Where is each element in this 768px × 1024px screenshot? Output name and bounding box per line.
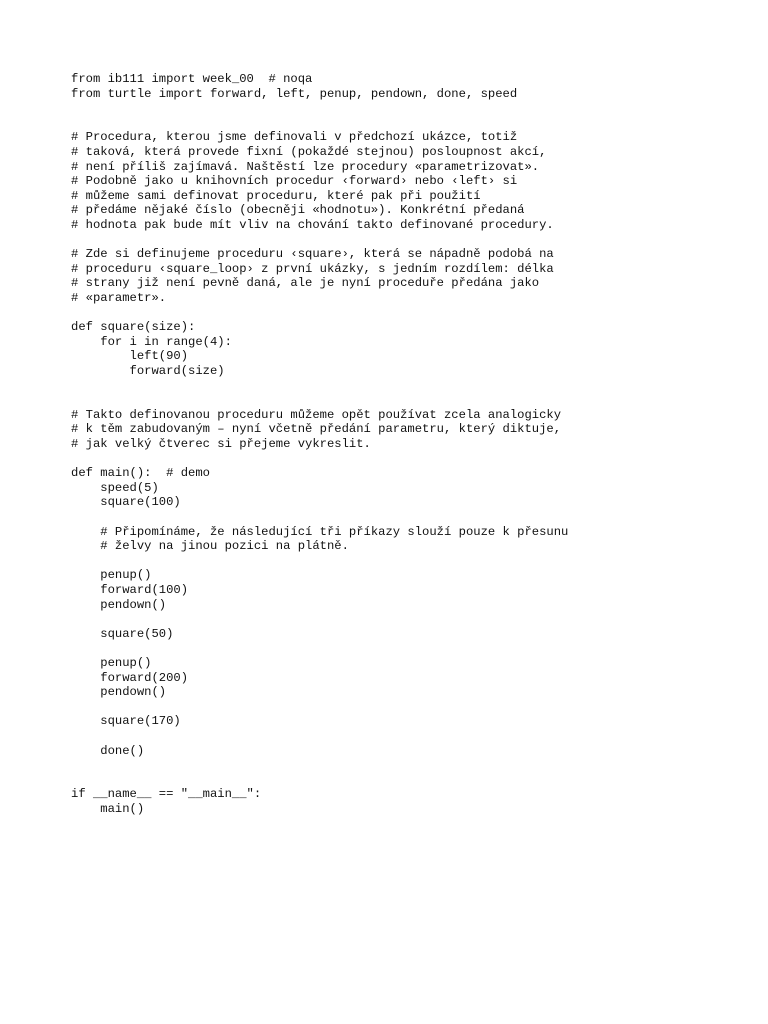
- code-line: pendown(): [71, 597, 167, 612]
- code-line: def square(size):: [71, 320, 196, 335]
- code-line: forward(100): [71, 583, 189, 597]
- code-line: penup(): [71, 656, 152, 670]
- code-line: # můžeme sami definovat proceduru, které pak při použití: [71, 188, 481, 203]
- code-line: # Takto definovanou proceduru můžeme opět používat zcela analogicky: [71, 407, 562, 422]
- code-line: # jak velký čtverec si přejeme vykreslit.: [71, 437, 371, 451]
- code-line: # hodnota pak bude mít vliv na chování takto definované procedury.: [71, 218, 554, 232]
- code-line: forward(size): [71, 364, 225, 378]
- code-line: # Připomínáme, že následující tři příkazy slouží pouze k přesunu: [71, 524, 569, 539]
- code-line: # taková, která provede fixní (pokaždé stejnou) posloupnost akcí,: [71, 145, 547, 159]
- code-line: done(): [71, 743, 145, 758]
- code-line: # Procedura, kterou jsme definovali v předchozí ukázce, totiž: [71, 130, 518, 145]
- code-line: for i in range(4):: [71, 334, 232, 349]
- code-line: # proceduru ‹square_loop› z první ukázky, s jedním rozdílem: délka: [71, 261, 554, 276]
- code-line: square(100): [71, 495, 181, 510]
- code-line: penup(): [71, 568, 152, 583]
- code-line: square(170): [71, 714, 181, 729]
- code-line: speed(5): [71, 480, 159, 495]
- code-line: forward(200): [71, 670, 189, 685]
- code-line: left(90): [71, 349, 189, 364]
- code-line: # předáme nějaké číslo (obecněji «hodnotu»). Konkrétní předaná: [71, 203, 525, 218]
- code-line: # želvy na jinou pozici na plátně.: [71, 539, 349, 554]
- code-line: square(50): [71, 626, 174, 641]
- code-line: # k těm zabudovaným – nyní včetně předání parametru, který diktuje,: [71, 422, 562, 437]
- code-line: def main(): # demo: [71, 466, 210, 481]
- code-line: if __name__ == "__main__":: [71, 787, 262, 802]
- code-line: # «parametr».: [71, 291, 167, 305]
- code-line: from ib111 import week_00 # noqa: [71, 72, 313, 86]
- code-line: pendown(): [71, 685, 167, 700]
- code-line: # strany již není pevně daná, ale je nyní proceduře předána jako: [71, 276, 540, 291]
- code-line: from turtle import forward, left, penup, pendown, done, speed: [71, 86, 518, 101]
- code-line: main(): [71, 802, 145, 816]
- code-line: # Podobně jako u knihovních procedur ‹forward› nebo ‹left› si: [71, 174, 518, 189]
- code-line: # Zde si definujeme proceduru ‹square›, která se nápadně podobá na: [71, 247, 554, 262]
- code-line: # není příliš zajímavá. Naštěstí lze procedury «parametrizovat».: [71, 159, 540, 174]
